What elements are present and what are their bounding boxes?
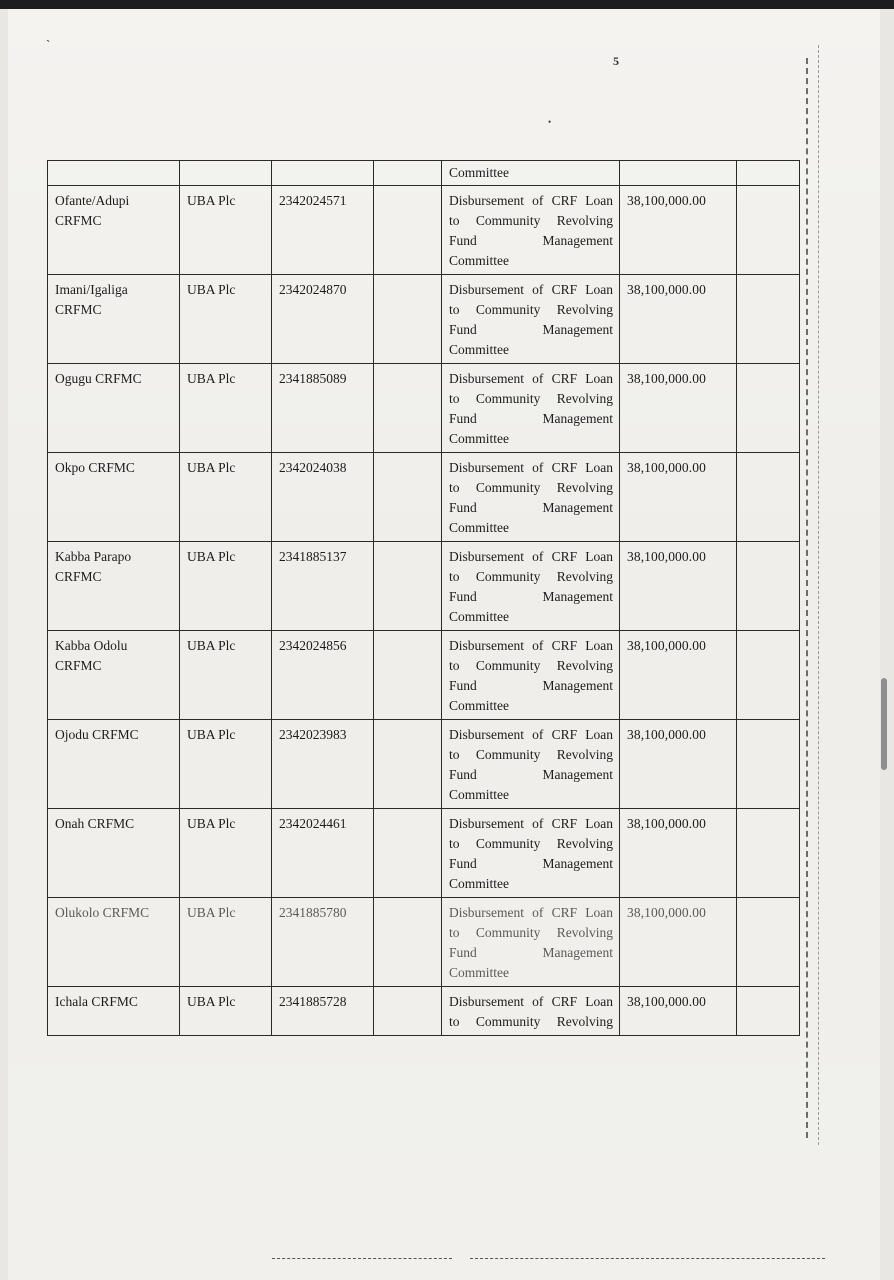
bank-cell: UBA Plc	[180, 631, 272, 720]
blank-cell	[374, 186, 442, 275]
description-line: Disbursement of CRF Loan	[449, 193, 613, 208]
description-cell	[442, 186, 620, 275]
scan-dash-line	[272, 1258, 452, 1259]
viewer-top-bar	[0, 0, 894, 9]
description-line: Disbursement of CRF Loan	[449, 994, 613, 1009]
table-row	[48, 453, 800, 542]
description-line: Committee	[449, 520, 509, 535]
bank-cell: UBA Plc	[180, 186, 272, 275]
description-line: Disbursement of CRF Loan	[449, 905, 613, 920]
account-cell: 2342023983	[272, 720, 374, 809]
description-line: Fund Management	[449, 411, 613, 426]
table-row	[48, 542, 800, 631]
name-cell: Ojodu CRFMC	[48, 720, 180, 809]
blank-cell	[374, 898, 442, 987]
name-cell: Imani/Igaliga CRFMC	[48, 275, 180, 364]
account-cell: 2342024461	[272, 809, 374, 898]
blank-cell	[374, 364, 442, 453]
amount-cell: 38,100,000.00	[620, 542, 737, 631]
blank-cell	[737, 720, 800, 809]
page-edge-shadow	[818, 45, 819, 1145]
table-row	[48, 809, 800, 898]
description-line: to Community Revolving	[449, 391, 613, 406]
scrollbar-thumb[interactable]	[881, 678, 887, 770]
description-cell	[442, 720, 620, 809]
page-marker: 5	[613, 54, 619, 68]
amount-cell: 38,100,000.00	[620, 809, 737, 898]
description-line: to Community Revolving	[449, 480, 613, 495]
blank-cell	[737, 275, 800, 364]
description-line: Fund Management	[449, 500, 613, 515]
blank-cell	[374, 542, 442, 631]
account-cell	[272, 161, 374, 186]
description-line: to Community Revolving	[449, 302, 613, 317]
blank-cell	[737, 809, 800, 898]
description-line: Fund Management	[449, 233, 613, 248]
blank-cell	[737, 631, 800, 720]
description-line: Committee	[449, 253, 509, 268]
blank-cell	[737, 898, 800, 987]
account-cell: 2341885728	[272, 987, 374, 1036]
description-line: Committee	[449, 609, 509, 624]
description-line: Disbursement of CRF Loan	[449, 638, 613, 653]
table-row	[48, 898, 800, 987]
amount-cell: 38,100,000.00	[620, 364, 737, 453]
description-line: to Community Revolving	[449, 569, 613, 584]
page-edge-shadow	[806, 58, 808, 1138]
description-line: Committee	[449, 876, 509, 891]
description-line: to Community Revolving	[449, 658, 613, 673]
bank-cell: UBA Plc	[180, 720, 272, 809]
name-cell: Olukolo CRFMC	[48, 898, 180, 987]
description-cell	[442, 987, 620, 1036]
name-cell: Kabba Parapo CRFMC	[48, 542, 180, 631]
blank-cell	[737, 453, 800, 542]
blank-cell	[374, 161, 442, 186]
table-row	[48, 987, 800, 1036]
blank-cell	[737, 186, 800, 275]
account-cell: 2342024870	[272, 275, 374, 364]
amount-cell	[620, 161, 737, 186]
description-cell	[442, 453, 620, 542]
description-line: Disbursement of CRF Loan	[449, 727, 613, 742]
description-line: to Community Revolving	[449, 747, 613, 762]
scan-dash-line	[470, 1258, 825, 1259]
amount-cell: 38,100,000.00	[620, 987, 737, 1036]
account-cell: 2342024571	[272, 186, 374, 275]
blank-cell	[737, 161, 800, 186]
blank-cell	[374, 453, 442, 542]
account-cell: 2341885089	[272, 364, 374, 453]
description-cell	[442, 898, 620, 987]
description-cell	[442, 275, 620, 364]
name-cell: Kabba Odolu CRFMC	[48, 631, 180, 720]
account-cell: 2342024856	[272, 631, 374, 720]
disbursement-table	[47, 160, 800, 1036]
scan-mark: •	[548, 117, 552, 127]
account-cell: 2342024038	[272, 453, 374, 542]
description-line: to Community Revolving	[449, 213, 613, 228]
description-line: Disbursement of CRF Loan	[449, 816, 613, 831]
bank-cell: UBA Plc	[180, 275, 272, 364]
amount-cell: 38,100,000.00	[620, 720, 737, 809]
table-row	[48, 275, 800, 364]
bank-cell: UBA Plc	[180, 898, 272, 987]
blank-cell	[374, 809, 442, 898]
blank-cell	[374, 275, 442, 364]
description-line: Committee	[449, 787, 509, 802]
blank-cell	[374, 987, 442, 1036]
description-cell	[442, 364, 620, 453]
name-cell	[48, 161, 180, 186]
amount-cell: 38,100,000.00	[620, 631, 737, 720]
amount-cell: 38,100,000.00	[620, 898, 737, 987]
name-cell: Ofante/Adupi CRFMC	[48, 186, 180, 275]
amount-cell: 38,100,000.00	[620, 453, 737, 542]
table-row	[48, 720, 800, 809]
table-row-continued	[48, 161, 800, 186]
name-cell: Okpo CRFMC	[48, 453, 180, 542]
description-cell	[442, 631, 620, 720]
bank-cell: UBA Plc	[180, 542, 272, 631]
description-line: to Community Revolving	[449, 836, 613, 851]
description-line: to Community Revolving	[449, 925, 613, 940]
blank-cell	[374, 720, 442, 809]
description-line: Fund Management	[449, 589, 613, 604]
bank-cell: UBA Plc	[180, 453, 272, 542]
description-line: Disbursement of CRF Loan	[449, 282, 613, 297]
description-line: Committee	[449, 342, 509, 357]
description-line: Committee	[449, 698, 509, 713]
description-line: Fund Management	[449, 945, 613, 960]
description-line: Fund Management	[449, 678, 613, 693]
description-line: Fund Management	[449, 856, 613, 871]
bank-cell: UBA Plc	[180, 987, 272, 1036]
description-line: Disbursement of CRF Loan	[449, 549, 613, 564]
bank-cell	[180, 161, 272, 186]
description-line: to Community Revolving	[449, 1014, 613, 1029]
amount-cell: 38,100,000.00	[620, 275, 737, 364]
description-line: Committee	[449, 965, 509, 980]
description-cell: Committee	[442, 161, 620, 186]
amount-cell: 38,100,000.00	[620, 186, 737, 275]
description-line: Disbursement of CRF Loan	[449, 371, 613, 386]
blank-cell	[737, 987, 800, 1036]
account-cell: 2341885780	[272, 898, 374, 987]
description-line: Committee	[449, 431, 509, 446]
bank-cell: UBA Plc	[180, 809, 272, 898]
description-cell	[442, 542, 620, 631]
name-cell: Onah CRFMC	[48, 809, 180, 898]
description-line: Fund Management	[449, 322, 613, 337]
blank-cell	[374, 631, 442, 720]
blank-cell	[737, 542, 800, 631]
description-line: Disbursement of CRF Loan	[449, 460, 613, 475]
description-line: Fund Management	[449, 767, 613, 782]
blank-cell	[737, 364, 800, 453]
scan-mark: ˴	[46, 31, 51, 46]
bank-cell: UBA Plc	[180, 364, 272, 453]
name-cell: Ogugu CRFMC	[48, 364, 180, 453]
table-row	[48, 186, 800, 275]
table-row	[48, 631, 800, 720]
name-cell: Ichala CRFMC	[48, 987, 180, 1036]
description-cell	[442, 809, 620, 898]
account-cell: 2341885137	[272, 542, 374, 631]
table-row	[48, 364, 800, 453]
